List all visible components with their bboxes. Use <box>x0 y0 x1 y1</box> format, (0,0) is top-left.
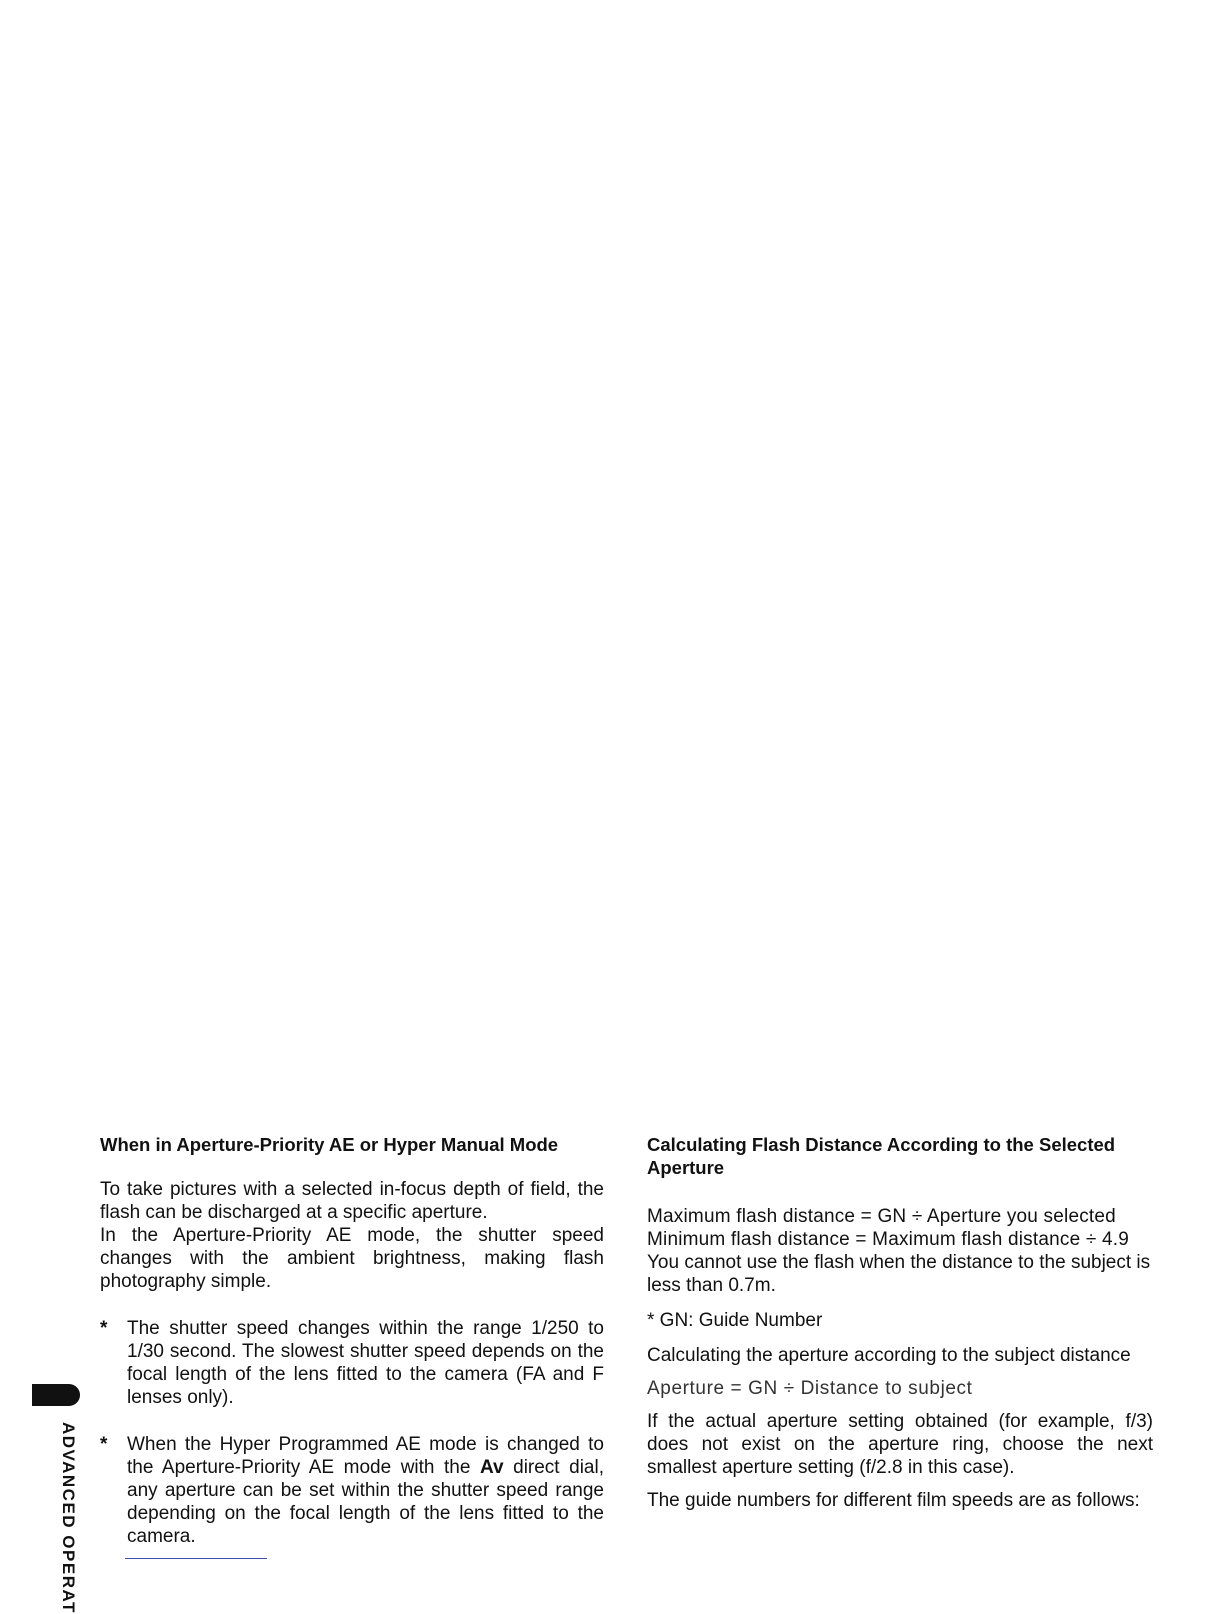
min-flash-distance-formula: Minimum flash distance = Maximum flash distance ÷ 4.9 <box>647 1229 1129 1250</box>
note-text: When the Hyper Programmed AE mode is changed to the Aperture-Priority AE mode with the <box>127 1434 604 1478</box>
section-tab-marker <box>32 1384 80 1406</box>
right-column <box>647 1133 1153 1512</box>
aperture-calc-heading: Calculating the aperture according to the subject distance <box>647 1345 1131 1366</box>
section-tab-label: ADVANCED OPERAT <box>59 1422 78 1614</box>
flash-distance-heading: Calculating Flash Distance According to the Selected Aperture <box>647 1134 1116 1178</box>
guide-numbers-intro: The guide numbers for different film speeds are as follows: <box>647 1490 1140 1511</box>
aperture-priority-heading: When in Aperture-Priority AE or Hyper Manual Mode <box>100 1134 559 1155</box>
min-distance-note: You cannot use the flash when the distance to the subject is less than 0.7m. <box>647 1252 1151 1296</box>
max-flash-distance-formula: Maximum flash distance = GN ÷ Aperture you selected <box>647 1206 1116 1227</box>
footnote-rule <box>125 1558 267 1559</box>
notes-list <box>100 1317 604 1548</box>
av-dial-label: Av <box>479 1457 504 1478</box>
list-item <box>100 1433 604 1548</box>
note-text: direct dial, any aperture can be set within the shutter speed range depending on the focal length of the lens fitted to the camera. <box>127 1457 604 1547</box>
aperture-note: If the actual aperture setting obtained (for example, f/3) does not exist on the aperture ring, choose the next smallest aperture setting (f/2.8 in this case). <box>647 1411 1153 1478</box>
aperture-priority-paragraph: In the Aperture-Priority AE mode, the shutter speed changes with the ambient brightness, making flash photography simple. <box>100 1225 604 1292</box>
aperture-formula: Aperture = GN ÷ Distance to subject <box>647 1378 973 1399</box>
guide-number-note: * GN: Guide Number <box>647 1310 823 1331</box>
intro-paragraph: To take pictures with a selected in-focus depth of field, the flash can be discharged at a specific aperture. <box>100 1179 604 1223</box>
list-item: * The shutter speed changes within the range 1/250 to 1/30 second. The slowest shutter speed depends on the focal length of the lens fitted to the camera (FA and F lenses only). <box>100 1317 604 1409</box>
left-column <box>100 1133 604 1572</box>
